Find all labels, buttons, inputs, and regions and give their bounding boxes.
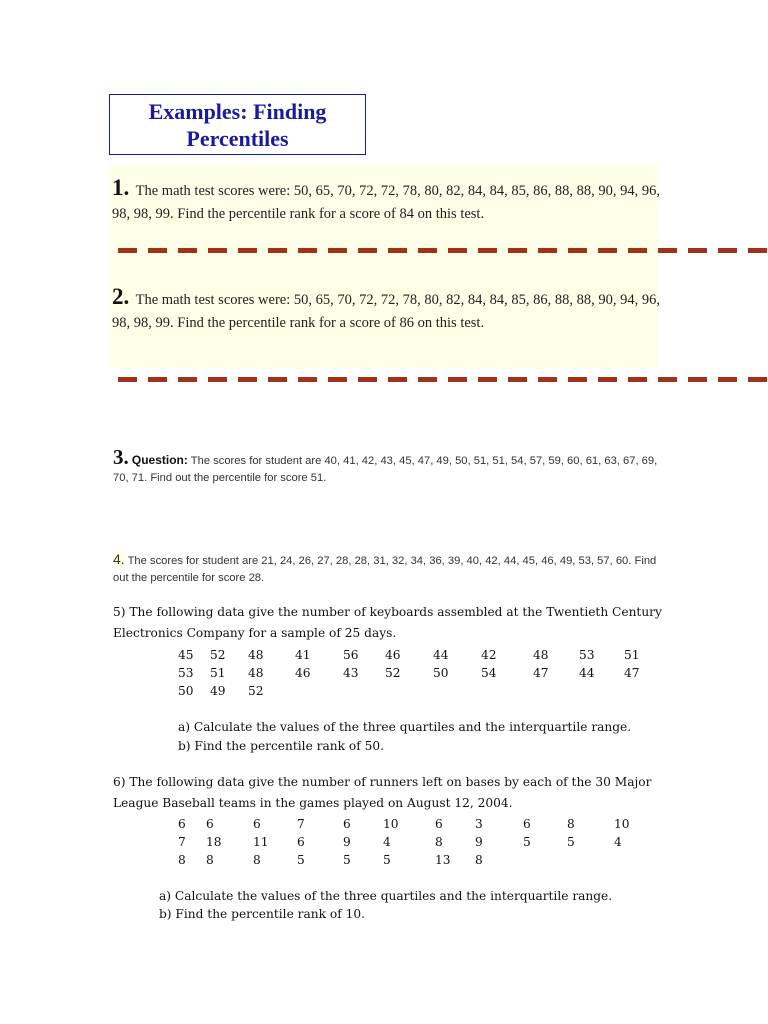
example-2 bbox=[112, 285, 660, 335]
table-cell: 49 bbox=[210, 684, 226, 698]
table-cell: 44 bbox=[433, 648, 449, 662]
table-cell: 18 bbox=[206, 835, 222, 849]
title-box bbox=[109, 94, 366, 155]
table-cell: 7 bbox=[297, 817, 305, 831]
example-2-text: The math test scores were: 50, 65, 70, 72, 72, 78, 80, 82, 84, 84, 85, 86, 88, 88, 90, 94, 96, 98, 98, 99. Find the percentile rank for a score of 86 on this test. bbox=[112, 292, 660, 331]
table-cell: 43 bbox=[343, 666, 359, 680]
table-cell: 8 bbox=[435, 835, 443, 849]
table-cell: 51 bbox=[210, 666, 226, 680]
table-cell: 6 bbox=[178, 817, 186, 831]
table-cell: 48 bbox=[248, 648, 264, 662]
example-3-text: The scores for student are 40, 41, 42, 43, 45, 47, 49, 50, 51, 51, 54, 57, 59, 60, 61, 63, 67, 69, 70, 71. Find out the percentile for score 51. bbox=[113, 455, 658, 484]
table-row bbox=[178, 646, 654, 664]
table-cell: 3 bbox=[475, 817, 483, 831]
table-cell: 8 bbox=[206, 853, 214, 867]
table-cell: 6 bbox=[435, 817, 443, 831]
example-4-number: 4. bbox=[113, 551, 125, 567]
example-1-number: 1. bbox=[112, 175, 130, 200]
table-row bbox=[178, 851, 644, 869]
table-cell: 6 bbox=[206, 817, 214, 831]
table-cell: 46 bbox=[385, 648, 401, 662]
table-cell bbox=[433, 682, 481, 700]
dashed-divider bbox=[118, 248, 768, 253]
table-cell: 52 bbox=[248, 684, 264, 698]
table-cell: 45 bbox=[178, 648, 194, 662]
example-6-data-table bbox=[178, 815, 644, 869]
example-6-part-b: b) Find the percentile rank of 10. bbox=[159, 907, 365, 921]
table-cell: 44 bbox=[579, 666, 595, 680]
example-4-text: The scores for student are 21, 24, 26, 27, 28, 28, 31, 32, 34, 36, 39, 40, 42, 44, 45, 46, 49, 53, 57, 60. Find out the percentile for score 28. bbox=[113, 555, 657, 584]
table-cell: 42 bbox=[481, 648, 497, 662]
table-cell: 6 bbox=[253, 817, 261, 831]
table-cell bbox=[533, 682, 579, 700]
table-cell: 41 bbox=[295, 648, 311, 662]
table-cell bbox=[481, 682, 533, 700]
table-cell: 54 bbox=[481, 666, 497, 680]
table-cell bbox=[579, 682, 624, 700]
table-cell: 6 bbox=[297, 835, 305, 849]
table-cell: 8 bbox=[567, 817, 575, 831]
question-label: Question: bbox=[131, 453, 188, 467]
table-cell: 4 bbox=[614, 835, 622, 849]
table-cell: 7 bbox=[178, 835, 186, 849]
table-row bbox=[178, 682, 654, 700]
table-row bbox=[178, 664, 654, 682]
table-cell: 8 bbox=[475, 853, 483, 867]
table-cell: 47 bbox=[533, 666, 549, 680]
example-5-text: 5) The following data give the number of keyboards assembled at the Twentieth Century Electronics Company for a sample of 25 days. bbox=[113, 605, 662, 640]
example-6-part-a: a) Calculate the values of the three quartiles and the interquartile range. bbox=[159, 889, 613, 903]
table-cell: 4 bbox=[383, 835, 391, 849]
table-cell: 13 bbox=[435, 853, 451, 867]
table-cell bbox=[385, 682, 433, 700]
example-4 bbox=[113, 551, 661, 587]
example-3 bbox=[113, 445, 661, 487]
table-cell: 53 bbox=[178, 666, 194, 680]
page-title: Examples: Finding Percentiles bbox=[148, 98, 327, 151]
table-cell bbox=[295, 682, 343, 700]
table-cell: 11 bbox=[253, 835, 269, 849]
table-cell: 46 bbox=[295, 666, 311, 680]
table-row bbox=[178, 833, 644, 851]
table-cell: 5 bbox=[567, 835, 575, 849]
table-cell: 48 bbox=[248, 666, 264, 680]
example-2-number: 2. bbox=[112, 284, 130, 309]
table-cell bbox=[343, 682, 385, 700]
table-cell: 9 bbox=[475, 835, 483, 849]
table-cell: 47 bbox=[624, 666, 640, 680]
example-1-text: The math test scores were: 50, 65, 70, 72, 72, 78, 80, 82, 84, 84, 85, 86, 88, 88, 90, 94, 96, 98, 98, 99. Find the percentile rank for a score of 84 on this test. bbox=[112, 183, 660, 222]
example-5-data-table bbox=[178, 646, 654, 700]
example-5-part-a: a) Calculate the values of the three quartiles and the interquartile range. bbox=[178, 720, 632, 734]
table-cell: 5 bbox=[343, 853, 351, 867]
table-cell bbox=[523, 851, 567, 869]
table-cell: 10 bbox=[383, 817, 399, 831]
table-row bbox=[178, 815, 644, 833]
table-cell: 52 bbox=[385, 666, 401, 680]
table-cell: 51 bbox=[624, 648, 640, 662]
table-cell: 56 bbox=[343, 648, 359, 662]
example-3-number: 3. bbox=[113, 445, 129, 469]
table-cell bbox=[567, 851, 614, 869]
table-cell bbox=[624, 682, 654, 700]
table-cell bbox=[614, 851, 644, 869]
example-6-text: 6) The following data give the number of runners left on bases by each of the 30 Major League Baseball teams in the games played on August 12, 2004. bbox=[113, 775, 652, 810]
table-cell: 6 bbox=[523, 817, 531, 831]
table-cell: 6 bbox=[343, 817, 351, 831]
table-cell: 5 bbox=[383, 853, 391, 867]
table-cell: 52 bbox=[210, 648, 226, 662]
table-cell: 8 bbox=[178, 853, 186, 867]
dashed-divider bbox=[118, 377, 768, 382]
example-5-part-b: b) Find the percentile rank of 50. bbox=[178, 739, 384, 753]
table-cell: 53 bbox=[579, 648, 595, 662]
example-1 bbox=[112, 176, 660, 226]
table-cell: 5 bbox=[523, 835, 531, 849]
table-cell: 50 bbox=[178, 684, 194, 698]
table-cell: 9 bbox=[343, 835, 351, 849]
table-cell: 8 bbox=[253, 853, 261, 867]
table-cell: 10 bbox=[614, 817, 630, 831]
table-cell: 5 bbox=[297, 853, 305, 867]
table-cell: 50 bbox=[433, 666, 449, 680]
table-cell: 48 bbox=[533, 648, 549, 662]
